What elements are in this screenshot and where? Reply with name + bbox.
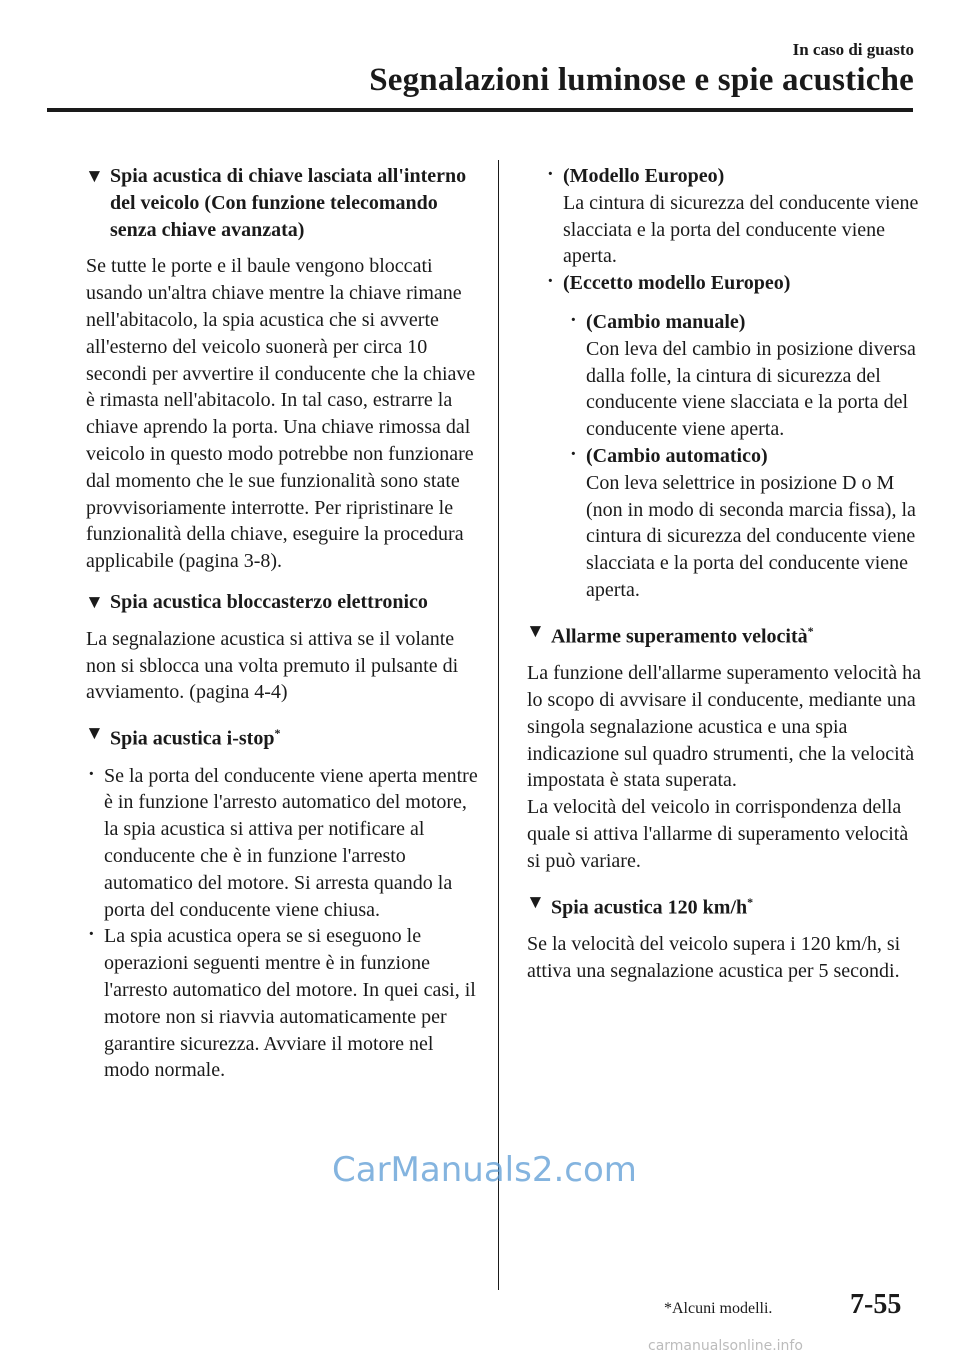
list-item-text: Se la porta del conducente viene aperta mentre è in funzione l'arresto automatico del motore, la spia acustica si attiva per notificare al conducente che è in funzione l'arresto automatico del motore. Si arresta quando la porta del conducente viene chiusa. (104, 764, 478, 921)
list-item-title: (Cambio automatico) (586, 444, 768, 467)
heading-speed-alarm (527, 618, 922, 650)
paragraph-speed-alarm-2: La velocità del veicolo in corrispondenza della quale si attiva l'allarme di superamento velocità si può variare. (527, 796, 909, 872)
watermark-overlay: CarManuals2.com (332, 1150, 637, 1190)
list-item-text: Con leva selettrice in posizione D o M (non in modo di seconda marcia fissa), la cintura di sicurezza del conducente viene slacciata e la porta del conducente viene aperta. (586, 471, 916, 601)
list-item-title: (Cambio manuale) (586, 310, 746, 333)
paragraph-120kmh: Se la velocità del veicolo supera i 120 km/h, si attiva una segnalazione acustica per 5 secondi. (527, 933, 901, 982)
list-item (545, 163, 922, 270)
paragraph-steering-lock: La segnalazione acustica si attiva se il volante non si sblocca una volta premuto il pulsante di avviamento. (pagina 4-4) (86, 627, 459, 704)
triangle-bullet-icon: ▼ (526, 891, 545, 913)
heading-text: Spia acustica bloccasterzo elettronico (110, 590, 428, 613)
page-title: Segnalazioni luminose e spie acustiche (369, 62, 914, 98)
heading-key-left-inside (86, 163, 478, 243)
column-divider (498, 160, 499, 1290)
triangle-bullet-icon: ▼ (85, 166, 104, 187)
paragraph-speed-alarm: La funzione dell'allarme superamento velocità ha lo scopo di avvisare il conducente, mediante una singola segnalazione acustica e una spia indicazione sul quadro strumenti, che la velocità impostata è stata superata. (527, 662, 921, 792)
heading-text: Spia acustica 120 km/h (551, 896, 748, 919)
site-watermark: carmanualsonline.info (648, 1338, 803, 1354)
paragraph-key-left-inside: Se tutte le porte e il baule vengono bloccati usando un'altra chiave mentre la chiave rimane nell'abitacolo, la spia acustica che si avverte all'esterno del veicolo suonerà per circa 10 secondi per avvertire il conducente che la chiave è rimasta nell'abitacolo. In tal caso, estrarre la chiave aprendo la porta. Una chiave rimossa dal veicolo in questo modo potrebbe non funzionare dal momento che le sue funzionalità sono state provvisoriamente interrotte. Per ripristinare le funzionalità della chiave, eseguire la procedura applicabile (pagina 3-8). (86, 255, 476, 573)
footnote: *Alcuni modelli. (664, 1300, 773, 1317)
bullet-dot-icon: · (547, 163, 554, 185)
bullet-dot-icon: · (570, 442, 577, 465)
list-item (545, 270, 922, 297)
list-item-title: (Eccetto modello Europeo) (563, 272, 791, 295)
section-label: In caso di guasto (792, 40, 914, 59)
footnote-mark: * (807, 623, 814, 638)
list-item (568, 309, 922, 443)
heading-120kmh (527, 889, 922, 921)
list-item (86, 763, 478, 924)
list-item-text: Con leva del cambio in posizione diversa dalla folle, la cintura di sicurezza del conducente viene slacciata e la porta del conducente viene aperta. (586, 337, 916, 441)
left-column (86, 163, 478, 1084)
list-item-text: La cintura di sicurezza del conducente viene slacciata e la porta del conducente viene aperta. (563, 191, 919, 268)
triangle-bullet-icon: ▼ (85, 723, 104, 745)
page-number: 7-55 (850, 1289, 902, 1320)
bullet-dot-icon: · (88, 923, 95, 946)
heading-steering-lock (86, 589, 478, 616)
list-item (568, 443, 922, 604)
header-rule (47, 108, 913, 112)
bullet-dot-icon: · (570, 308, 577, 331)
footnote-mark: * (747, 894, 754, 909)
triangle-bullet-icon: ▼ (85, 591, 104, 613)
heading-text: Spia acustica di chiave lasciata all'interno del veicolo (Con funzione telecomando senza chiave avanzata) (110, 165, 467, 241)
bullet-dot-icon: · (88, 762, 95, 785)
bullet-dot-icon: · (547, 270, 554, 293)
heading-text: Spia acustica i-stop (110, 727, 275, 750)
list-item-text: La spia acustica opera se si eseguono le operazioni seguenti mentre è in funzione l'arresto automatico del motore. In quei casi, il motore non si riavvia automaticamente per garantire sicurezza. Avviare il motore nel modo normale. (104, 925, 476, 1082)
footnote-mark: * (274, 726, 281, 741)
triangle-bullet-icon: ▼ (526, 620, 545, 642)
heading-istop (86, 720, 478, 752)
list-item-title: (Modello Europeo) (563, 165, 725, 187)
list-item (86, 923, 478, 1084)
heading-text: Allarme superamento velocità (551, 625, 808, 648)
right-column (527, 163, 922, 999)
